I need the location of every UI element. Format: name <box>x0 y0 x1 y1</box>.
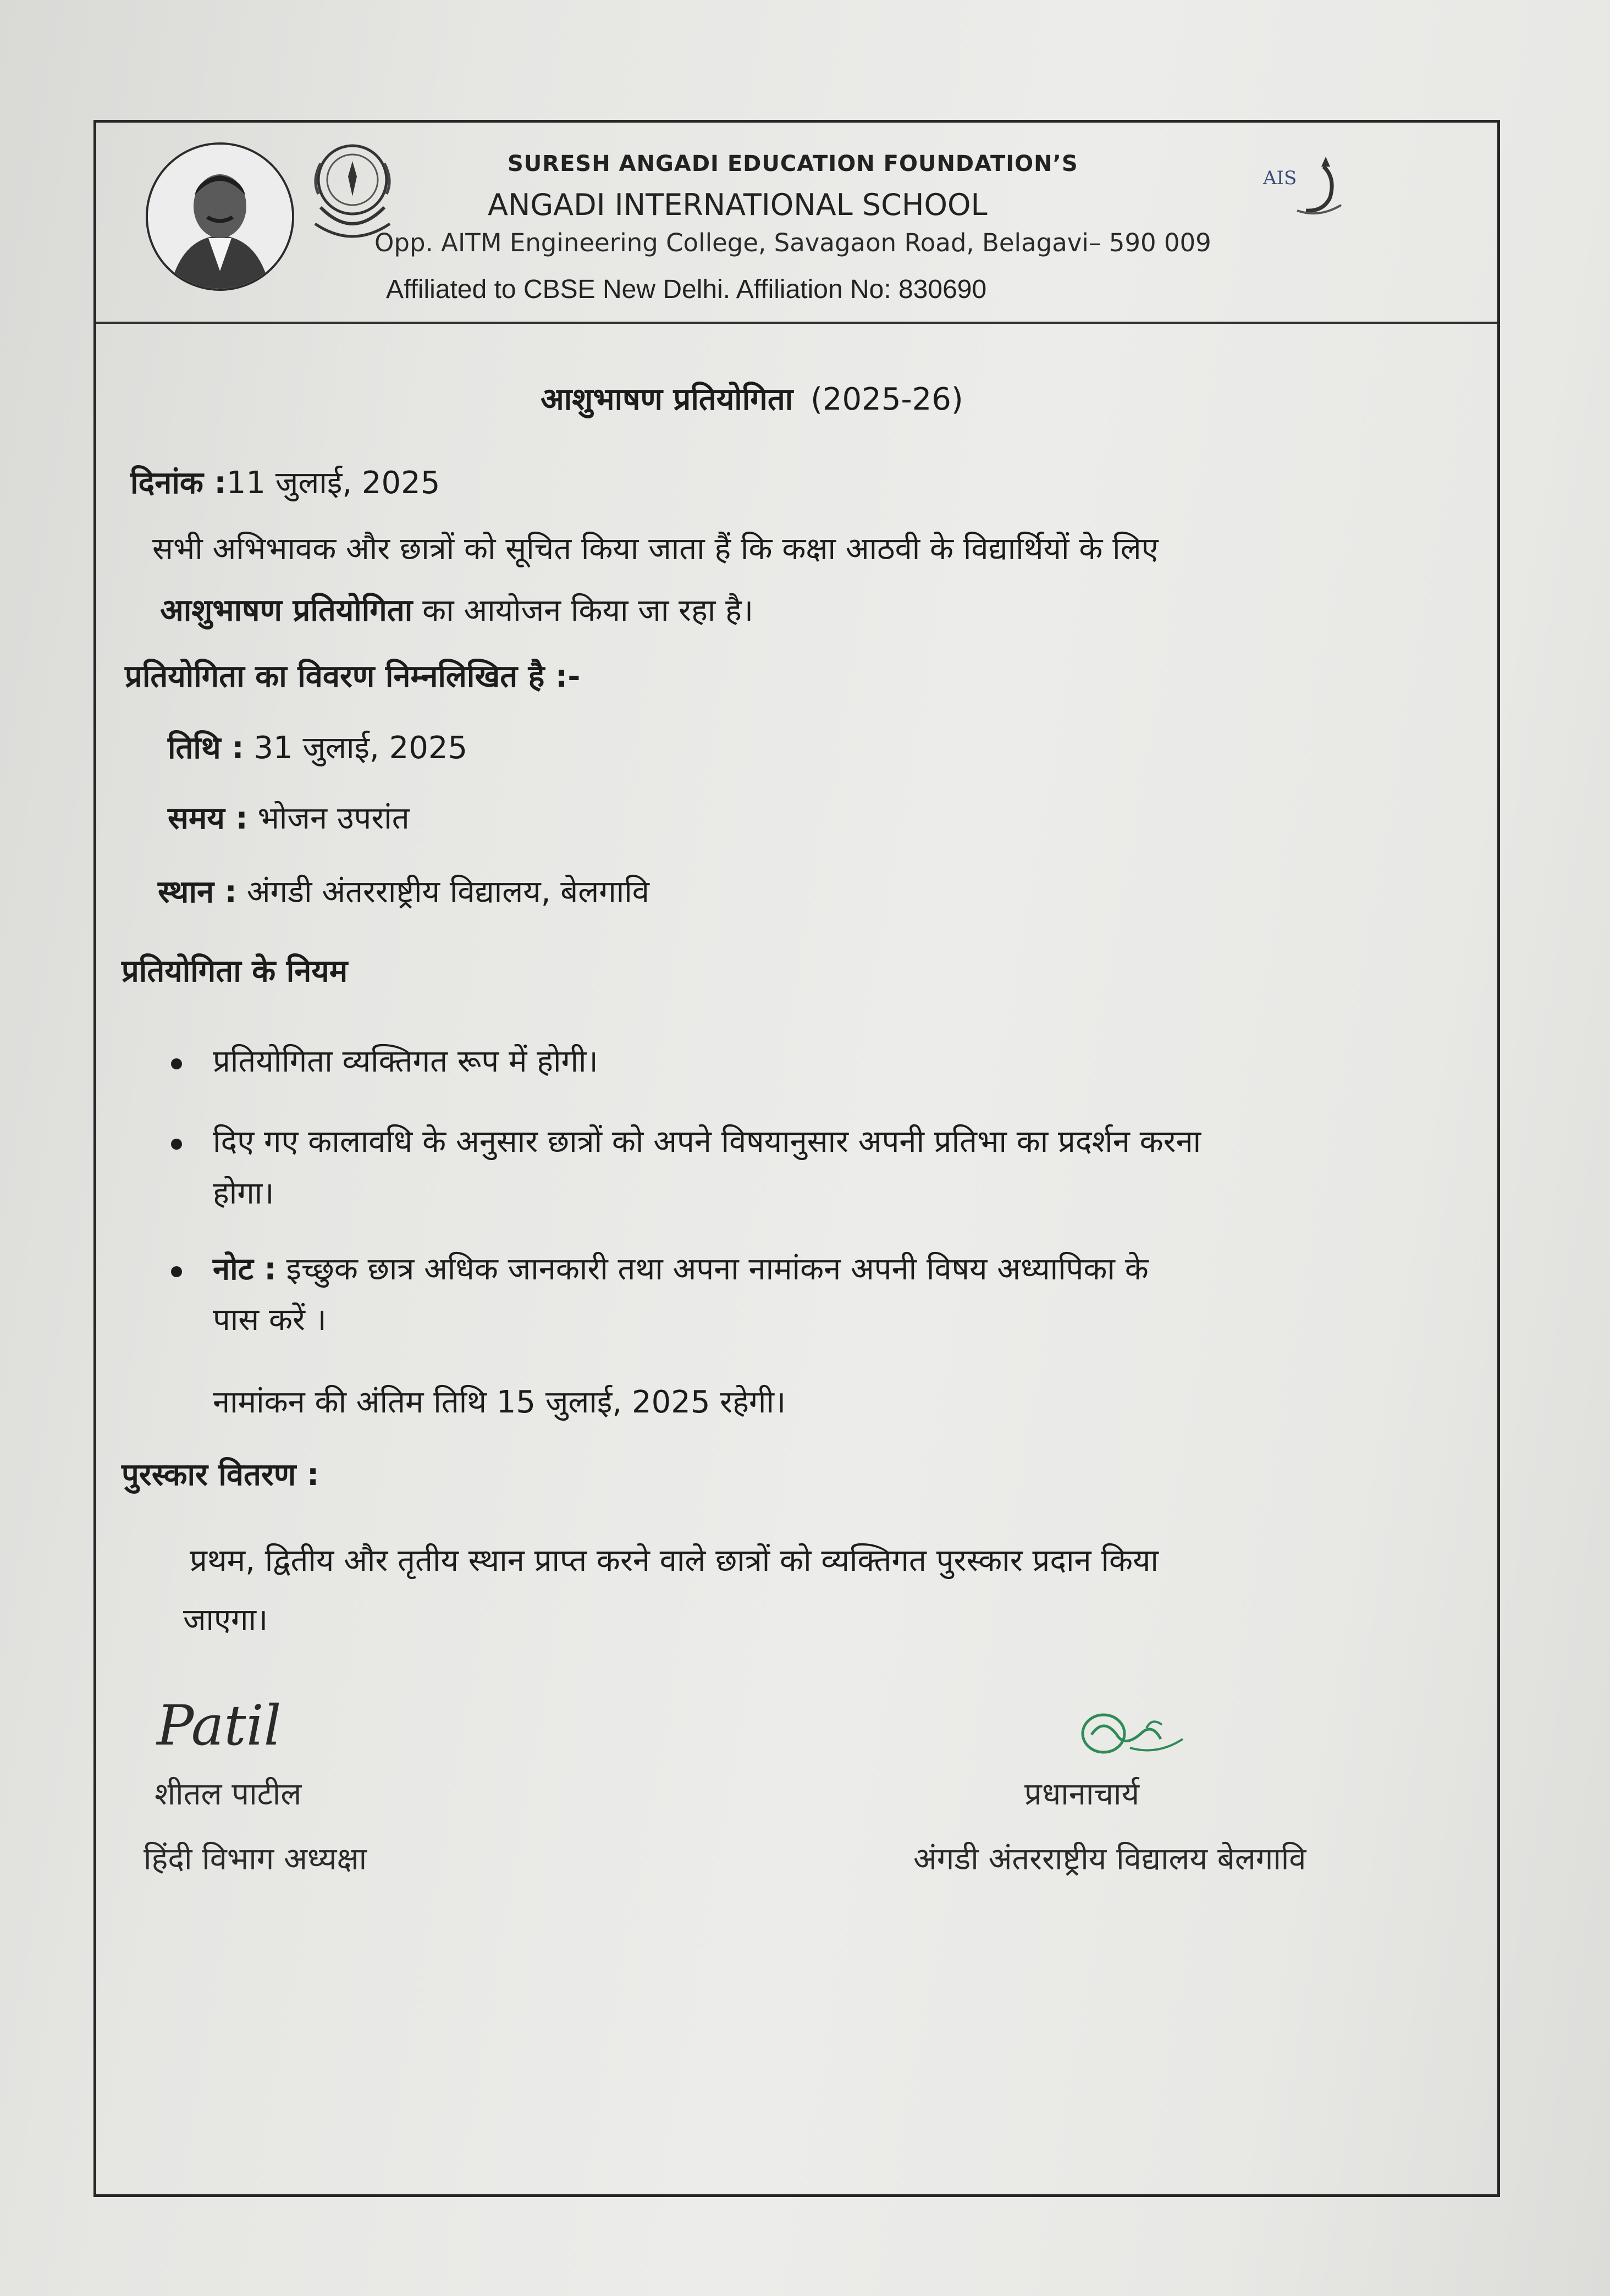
affiliation-line: Affiliated to CBSE New Delhi. Affiliation No: 830690 <box>386 275 987 304</box>
detail-date-value: 31 जुलाई, 2025 <box>253 730 468 766</box>
left-signatory-name: शीतल पाटील <box>155 1776 302 1812</box>
principal-title: प्रधानाचार्य <box>1024 1776 1139 1812</box>
intro-line-2 <box>160 595 753 626</box>
notice-title-hindi: आशुभाषण प्रतियोगिता <box>541 382 793 417</box>
founder-portrait <box>146 142 294 291</box>
date-value: 11 जुलाई, 2025 <box>226 465 440 501</box>
left-signature <box>151 1684 349 1767</box>
bullet-dot <box>171 1058 182 1069</box>
detail-time-label: समय : <box>168 801 248 836</box>
detail-time <box>168 803 410 834</box>
school-address: Opp. AITM Engineering College, Savagaon Road, Belagavi– 590 009 <box>374 228 1211 257</box>
rules-heading: प्रतियोगिता के नियम <box>122 953 348 989</box>
bullet-dot <box>171 1139 182 1150</box>
ais-logo <box>1259 145 1358 227</box>
foundation-name: SURESH ANGADI EDUCATION FOUNDATION’S <box>508 151 1078 176</box>
left-signatory-role: हिंदी विभाग अध्यक्षा <box>144 1841 367 1877</box>
awards-heading: पुरस्कार वितरण : <box>122 1457 319 1493</box>
notice-frame <box>93 120 1500 2197</box>
principal-signature <box>1064 1695 1196 1783</box>
bullet-dot <box>171 1266 182 1277</box>
date-label: दिनांक : <box>130 465 227 501</box>
principal-org: अंगडी अंतरराष्ट्रीय विद्यालय बेलगावि <box>913 1841 1306 1877</box>
intro-line-1: सभी अभिभावक और छात्रों को सूचित किया जाता हैं कि कक्षा आठवी के विद्यार्थियों के लिए <box>152 531 1159 567</box>
detail-date <box>168 730 468 766</box>
detail-venue-value: अंगडी अंतरराष्ट्रीय विद्यालय, बेलगावि <box>246 874 649 910</box>
detail-venue <box>158 874 649 910</box>
rule-2-line-1: दिए गए कालावधि के अनुसार छात्रों को अपने विषयानुसार अपनी प्रतिभा का प्रदर्शन करना <box>213 1124 1201 1160</box>
awards-line-2: जाएगा। <box>183 1602 268 1638</box>
left-signature-script: Patil <box>157 1693 282 1758</box>
detail-date-label: तिथि : <box>168 730 244 766</box>
header-divider <box>96 322 1497 324</box>
detail-venue-label: स्थान : <box>158 874 237 910</box>
note-line-2: पास करें । <box>213 1302 327 1338</box>
notice-date <box>130 465 440 501</box>
notice-title <box>541 384 963 415</box>
enrolment-deadline: नामांकन की अंतिम तिथि 15 जुलाई, 2025 रहेगी। <box>213 1384 786 1420</box>
details-heading: प्रतियोगिता का विवरण निम्नलिखित है :- <box>125 659 581 694</box>
note-text: इच्छुक छात्र अधिक जानकारी तथा अपना नामांकन अपनी विषय अध्यापिका के <box>276 1251 1149 1287</box>
note-line-1 <box>213 1251 1149 1287</box>
notice-title-year: (2025-26) <box>810 382 963 417</box>
detail-time-value: भोजन उपरांत <box>257 801 410 836</box>
note-label: नोट : <box>213 1251 277 1287</box>
rule-2-line-2: होगा। <box>213 1175 274 1211</box>
intro-line-2-rest: का आयोजन किया जा रहा है। <box>412 593 754 628</box>
awards-line-1: प्रथम, द्वितीय और तृतीय स्थान प्राप्त करने वाले छात्रों को व्यक्तिगत पुरस्कार प्रदान किया <box>190 1543 1159 1578</box>
intro-bold-title: आशुभाषण प्रतियोगिता <box>160 593 413 628</box>
rule-1: प्रतियोगिता व्यक्तिगत रूप में होगी। <box>213 1044 598 1079</box>
ais-logo-text: AIS <box>1263 167 1297 189</box>
school-name: ANGADI INTERNATIONAL SCHOOL <box>488 187 988 222</box>
